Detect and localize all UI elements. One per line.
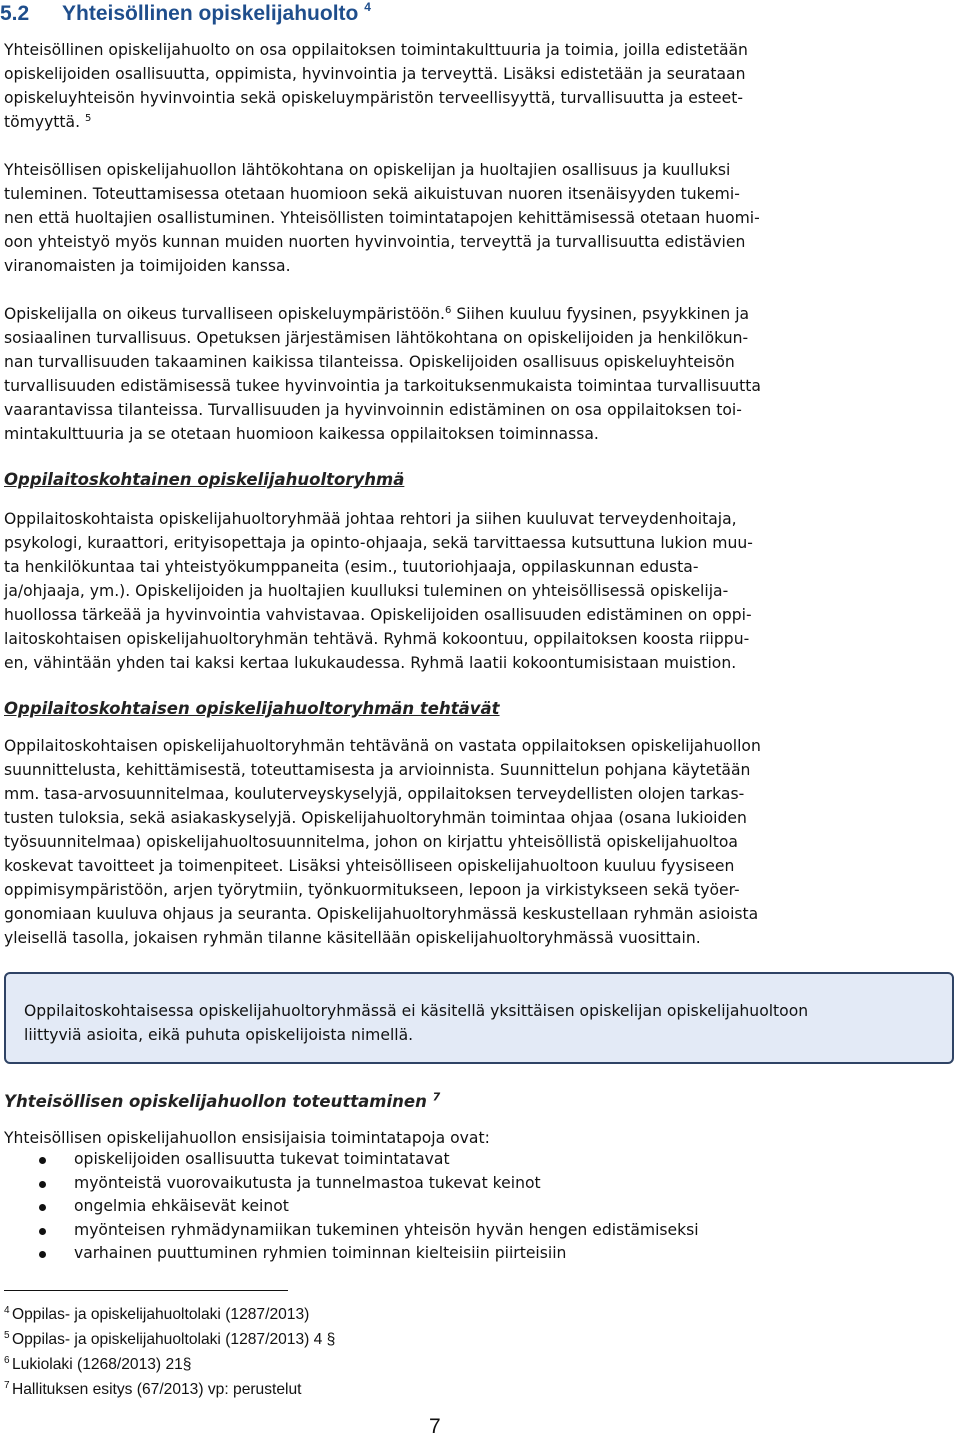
footnote-separator xyxy=(4,1290,288,1291)
practices-list xyxy=(4,1148,699,1266)
text-line: Oppilaitoskohtaisessa opiskelijahuoltoryhmässä ei käsitellä yksittäisen opiskelijan opiskelijahuoltoon xyxy=(24,1002,809,1020)
text-line: Yhteisöllisen opiskelijahuollon lähtökohtana on opiskelijan ja huoltajien osallisuus ja kuulluksi xyxy=(4,161,731,179)
footnote xyxy=(4,1377,335,1402)
implementation-lead xyxy=(4,1126,894,1150)
footnotes xyxy=(4,1302,335,1402)
paragraph-intro xyxy=(4,38,894,134)
text-run: Siihen kuuluu fyysinen, psyykkinen ja xyxy=(451,305,750,323)
text-line: gonomiaan kuuluva ohjaus ja seuranta. Opiskelijahuoltoryhmässä keskustellaan ryhmän asioista xyxy=(4,905,759,923)
text-line: Oppilaitoskohtaisen opiskelijahuoltoryhmän tehtävänä on vastata oppilaitoksen opiskelijahuollon xyxy=(4,737,761,755)
subheading-tasks: Oppilaitoskohtaisen opiskelijahuoltoryhmän tehtävät xyxy=(4,699,500,718)
text-line: tusten tuloksia, sekä asiakaskyselyjä. Opiskelijahuoltoryhmän toimintaa ohjaa (osana lukioiden xyxy=(4,809,747,827)
paragraph-safety xyxy=(4,302,894,446)
text-line: työsuunnitelmaa) opiskelijahuoltosuunnitelma, johon on kirjattu yhteisöllistä opiskelijahuoltoa xyxy=(4,833,738,851)
text-line: viranomaisten ja toimijoiden kanssa. xyxy=(4,257,291,275)
bullet-icon xyxy=(39,1251,46,1258)
footnote xyxy=(4,1302,335,1327)
page-number: 7 xyxy=(429,1415,441,1438)
list-item-text: ongelmia ehkäisevät keinot xyxy=(74,1197,289,1216)
text-line: opiskelijoiden osallisuutta, oppimista, hyvinvointia ja terveyttä. Lisäksi edistetään ja seurataan xyxy=(4,65,746,83)
text-line: Oppilaitoskohtaista opiskelijahuoltoryhmää johtaa rehtori ja siihen kuuluvat terveydenhoitaja, xyxy=(4,510,737,528)
text-line: ta henkilökuntaa tai yhteistyökumppaneita (esim., tuutoriohjaaja, oppilaskunnan edusta- xyxy=(4,558,699,576)
text-line: yleisellä tasolla, jokaisen ryhmän tilanne käsitellään opiskelijahuoltoryhmässä vuosittain. xyxy=(4,929,701,947)
list-item xyxy=(4,1172,699,1196)
subheading-text: Yhteisöllisen opiskelijahuollon toteuttaminen xyxy=(4,1092,427,1111)
text-line: tuleminen. Toteuttamisessa otetaan huomioon sekä aikuistuvan nuoren itsenäisyyden tukemi- xyxy=(4,185,740,203)
text-line: sosiaalinen turvallisuus. Opetuksen järjestämisen lähtökohtana on opiskelijoiden ja henkilökun- xyxy=(4,329,749,347)
text-line: en, vähintään yhden tai kaksi kertaa lukukaudessa. Ryhmä laatii kokoontumisistaan muistion. xyxy=(4,654,737,672)
text-line: nen että huoltajien osallistuminen. Yhteisöllisten toimintatapojen kehittämisessä otetaan huomi- xyxy=(4,209,760,227)
paragraph-tasks xyxy=(4,734,894,950)
paragraph-starting-point xyxy=(4,158,894,278)
text-line: suunnittelusta, kehittämisestä, toteuttamisesta ja arvioinnista. Suunnittelun pohjana käytetään xyxy=(4,761,751,779)
list-item xyxy=(4,1195,699,1219)
text-line: laitoskohtaisen opiskelijahuoltoryhmän tehtävä. Ryhmä kokoontuu, oppilaitoksen koosta riippu- xyxy=(4,630,750,648)
bullet-icon xyxy=(39,1228,46,1235)
footnote-text: Lukiolaki (1268/2013) 21§ xyxy=(12,1356,192,1373)
footnote-number: 4 xyxy=(4,1305,10,1316)
bullet-icon xyxy=(39,1157,46,1164)
text-line xyxy=(4,302,894,326)
footnote-ref: 4 xyxy=(364,0,371,14)
text-line: Yhteisöllinen opiskelijahuolto on osa oppilaitoksen toimintakulttuuria ja toimia, joilla edistetään xyxy=(4,41,748,59)
text-line: vaarantavissa tilanteissa. Turvallisuuden ja hyvinvoinnin edistäminen on osa oppilaitoksen toi- xyxy=(4,401,742,419)
bullet-icon xyxy=(39,1204,46,1211)
list-item-text: myönteisen ryhmädynamiikan tukeminen yhteisön hyvän hengen edistämiseksi xyxy=(74,1220,699,1239)
section-title-text: Yhteisöllinen opiskelijahuolto xyxy=(62,2,359,25)
footnote-ref: 5 xyxy=(85,112,92,124)
text-line: Yhteisöllisen opiskelijahuollon ensisijaisia toimintatapoja ovat: xyxy=(4,1129,490,1147)
text-run: Opiskelijalla on oikeus turvalliseen opiskeluympäristöön. xyxy=(4,305,446,323)
list-item-text: varhainen puuttuminen ryhmien toiminnan kielteisiin piirteisiin xyxy=(74,1244,567,1263)
text-line: koskevat tavoitteet ja toimenpiteet. Lisäksi yhteisölliseen opiskelijahuoltoon kuuluu fyysiseen xyxy=(4,857,735,875)
list-item xyxy=(4,1219,699,1243)
text-line: mm. tasa-arvosuunnitelmaa, kouluterveyskyselyjä, oppilaitoksen terveydellisten olojen tarkas- xyxy=(4,785,745,803)
text-line: ja/ohjaaja, ym.). Opiskelijoiden ja huoltajien kuulluksi tuleminen on yhteisöllisessä opiskelija- xyxy=(4,582,729,600)
text-line: huollossa tärkeää ja hyvinvointia vahvistavaa. Opiskelijoiden osallisuuden edistäminen on oppi- xyxy=(4,606,752,624)
text-line: oon yhteistyö myös kunnan muiden nuorten hyvinvointia, terveyttä ja turvallisuutta edistävien xyxy=(4,233,746,251)
footnote-number: 7 xyxy=(4,1380,10,1391)
list-item-text: opiskelijoiden osallisuutta tukevat toimintatavat xyxy=(74,1150,450,1168)
list-item xyxy=(4,1242,699,1266)
subheading-group: Oppilaitoskohtainen opiskelijahuoltoryhmä xyxy=(4,470,405,489)
text-line: nan turvallisuuden takaaminen kaikissa tilanteissa. Opiskelijoiden osallisuus opiskeluyhteisön xyxy=(4,353,735,371)
list-item xyxy=(4,1148,699,1172)
footnote-number: 5 xyxy=(4,1330,10,1341)
footnote-text: Hallituksen esitys (67/2013) vp: perustelut xyxy=(12,1381,302,1398)
bullet-icon xyxy=(39,1181,46,1188)
callout-box xyxy=(4,972,954,1064)
subheading-implementation xyxy=(4,1092,440,1111)
footnote-ref: 7 xyxy=(432,1090,441,1104)
text-run: tömyyttä. xyxy=(4,113,81,131)
section-number: 5.2 xyxy=(0,2,30,25)
footnote-number: 6 xyxy=(4,1355,10,1366)
footnote-text: Oppilas- ja opiskelijahuoltolaki (1287/2013) xyxy=(12,1306,310,1323)
text-line: psykologi, kuraattori, erityisopettaja ja opinto-ohjaaja, sekä tarvittaessa kutsuttuna lukion muu- xyxy=(4,534,753,552)
text-line: liittyviä asioita, eikä puhuta opiskelijoista nimellä. xyxy=(24,1026,414,1044)
section-heading xyxy=(0,2,371,26)
footnote xyxy=(4,1352,335,1377)
footnote-ref: 6 xyxy=(445,304,452,316)
text-line: oppimisympäristöön, arjen työrytmiin, työnkuormitukseen, lepoon ja virkistykseen sekä työer- xyxy=(4,881,740,899)
text-line: opiskeluyhteisön hyvinvointia sekä opiskeluympäristön terveellisyyttä, turvallisuutta ja esteet- xyxy=(4,89,743,107)
list-item-text: myönteistä vuorovaikutusta ja tunnelmastoa tukevat keinot xyxy=(74,1173,541,1192)
text-line: turvallisuuden edistämisessä tukee hyvinvointia ja tarkoituksenmukaista toimintaa turvallisuutta xyxy=(4,377,761,395)
footnote-text: Oppilas- ja opiskelijahuoltolaki (1287/2013) 4 § xyxy=(12,1331,336,1348)
text-line: mintakulttuuria ja se otetaan huomioon kaikessa oppilaitoksen toiminnassa. xyxy=(4,425,599,443)
text-line xyxy=(4,110,894,134)
paragraph-group xyxy=(4,507,894,675)
footnote xyxy=(4,1327,335,1352)
